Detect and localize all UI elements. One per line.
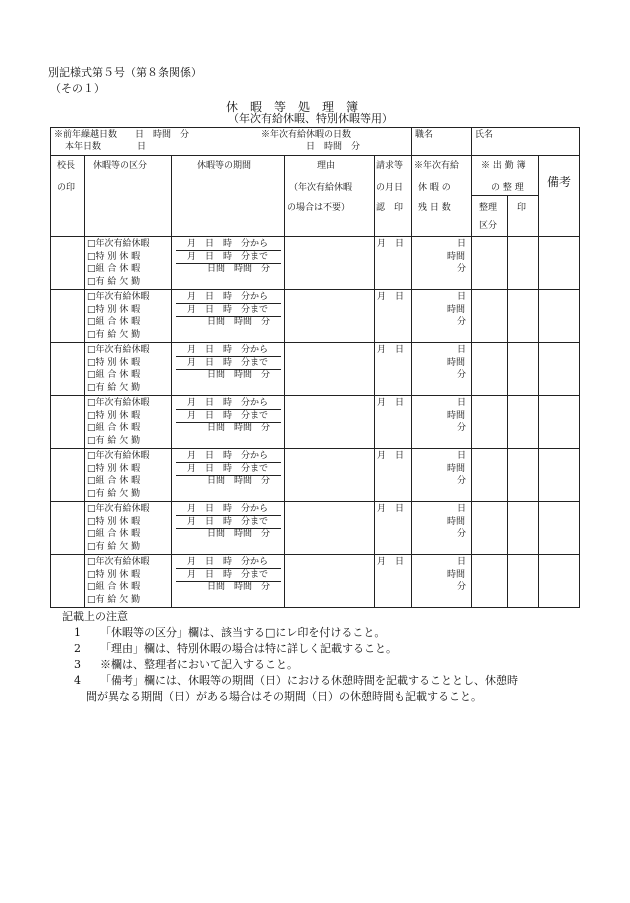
attendance-header-1: ※ 出 勤 簿 bbox=[481, 161, 526, 171]
request-date: 月 日 bbox=[377, 398, 405, 408]
attendance-header-2: の 整 理 bbox=[491, 183, 524, 193]
remaining-hour: 時間 bbox=[447, 304, 466, 315]
remaining-hour: 時間 bbox=[447, 410, 466, 421]
page-title: 休 暇 等 処 理 簿 bbox=[226, 100, 359, 114]
remaining-hour: 時間 bbox=[447, 357, 466, 368]
note-3-number: 3 bbox=[74, 658, 81, 671]
remaining-day: 日 bbox=[457, 451, 467, 461]
remaining-day: 日 bbox=[457, 398, 467, 408]
position-label: 職名 bbox=[415, 130, 434, 140]
leave-type-checkbox[interactable]: □年次有給休暇 bbox=[87, 557, 150, 567]
leave-type-checkbox[interactable]: □有 給 欠 勤 bbox=[87, 488, 141, 499]
period-total: 日間 時間 分 bbox=[207, 317, 271, 327]
period-from: 月 日 時 分から bbox=[187, 504, 269, 514]
seal-header: 印 bbox=[517, 203, 527, 213]
request-date: 月 日 bbox=[377, 239, 405, 249]
period-to: 月 日 時 分まで bbox=[187, 251, 269, 262]
remaining-header-2: 休 暇 の bbox=[418, 183, 451, 193]
period-to: 月 日 時 分まで bbox=[187, 357, 269, 368]
leave-type-checkbox[interactable]: □年次有給休暇 bbox=[87, 398, 150, 408]
leave-type-checkbox[interactable]: □年次有給休暇 bbox=[87, 239, 150, 249]
period-to: 月 日 時 分まで bbox=[187, 410, 269, 421]
leave-type-checkbox[interactable]: □年次有給休暇 bbox=[87, 504, 150, 514]
reason-header-1: 理由 bbox=[317, 161, 336, 171]
leave-type-checkbox[interactable]: □組 合 休 暇 bbox=[87, 476, 141, 486]
request-date: 月 日 bbox=[377, 345, 405, 355]
period-from: 月 日 時 分から bbox=[187, 451, 269, 461]
leave-type-checkbox[interactable]: □有 給 欠 勤 bbox=[87, 382, 141, 393]
leave-type-checkbox[interactable]: □年次有給休暇 bbox=[87, 345, 150, 355]
note-1-text: 「休暇等の区分」欄は、該当する□にレ印を付けること。 bbox=[100, 626, 386, 639]
period-from: 月 日 時 分から bbox=[187, 557, 269, 567]
period-from: 月 日 時 分から bbox=[187, 239, 269, 249]
request-header-3: 認 印 bbox=[376, 203, 404, 213]
period-total: 日間 時間 分 bbox=[207, 370, 271, 380]
remaining-minute: 分 bbox=[457, 476, 467, 486]
remaining-header-3: 残 日 数 bbox=[418, 203, 451, 213]
table-row bbox=[50, 502, 580, 555]
remaining-hour: 時間 bbox=[447, 516, 466, 527]
leave-type-checkbox[interactable]: □年次有給休暇 bbox=[87, 292, 150, 302]
page-subtitle: （年次有給休暇、特別休暇等用） bbox=[228, 112, 393, 125]
column-header bbox=[50, 155, 580, 237]
request-header-1: 請求等 bbox=[376, 161, 404, 171]
remaining-minute: 分 bbox=[457, 317, 467, 327]
period-to: 月 日 時 分まで bbox=[187, 304, 269, 315]
remarks-header: 備考 bbox=[547, 175, 572, 189]
note-3-text: ※欄は、整理者において記入すること。 bbox=[100, 658, 298, 671]
leave-record-table bbox=[50, 127, 580, 608]
table-row bbox=[50, 290, 580, 343]
request-header-2: の月日 bbox=[376, 183, 404, 193]
remaining-day: 日 bbox=[457, 239, 467, 249]
request-date: 月 日 bbox=[377, 292, 405, 302]
summary-row bbox=[50, 127, 580, 155]
request-date: 月 日 bbox=[377, 504, 405, 514]
leave-type-checkbox[interactable]: □特 別 休 暇 bbox=[87, 516, 141, 527]
period-header: 休暇等の期間 bbox=[197, 161, 252, 171]
remaining-minute: 分 bbox=[457, 370, 467, 380]
request-date: 月 日 bbox=[377, 451, 405, 461]
remaining-minute: 分 bbox=[457, 529, 467, 539]
leave-type-checkbox[interactable]: □年次有給休暇 bbox=[87, 451, 150, 461]
leave-type-checkbox[interactable]: □組 合 休 暇 bbox=[87, 317, 141, 327]
remaining-hour: 時間 bbox=[447, 569, 466, 580]
leave-type-checkbox[interactable]: □有 給 欠 勤 bbox=[87, 329, 141, 340]
principal-seal-header-1: 校長 bbox=[57, 161, 76, 171]
remaining-minute: 分 bbox=[457, 264, 467, 274]
remaining-day: 日 bbox=[457, 557, 467, 567]
name-label: 氏名 bbox=[475, 130, 494, 140]
leave-type-checkbox[interactable]: □特 別 休 暇 bbox=[87, 304, 141, 315]
annual-days-units: 日 時間 分 bbox=[306, 142, 361, 152]
leave-type-checkbox[interactable]: □組 合 休 暇 bbox=[87, 370, 141, 380]
table-row bbox=[50, 449, 580, 502]
period-total: 日間 時間 分 bbox=[207, 264, 271, 274]
reason-header-3: の場合は不要） bbox=[287, 203, 351, 213]
note-2-text: 「理由」欄は、特別休暇の場合は特に詳しく記載すること。 bbox=[100, 642, 397, 655]
leave-type-checkbox[interactable]: □組 合 休 暇 bbox=[87, 423, 141, 433]
period-to: 月 日 時 分まで bbox=[187, 569, 269, 580]
note-4-continuation: 間が異なる期間（日）がある場合はその期間（日）の休憩時間も記載すること。 bbox=[86, 690, 482, 703]
sort-class-header-1: 整理 bbox=[479, 203, 498, 213]
table-row bbox=[50, 237, 580, 290]
leave-type-checkbox[interactable]: □有 給 欠 勤 bbox=[87, 276, 141, 287]
remaining-hour: 時間 bbox=[447, 463, 466, 474]
table-row bbox=[50, 343, 580, 396]
leave-type-checkbox[interactable]: □組 合 休 暇 bbox=[87, 264, 141, 274]
period-total: 日間 時間 分 bbox=[207, 582, 271, 592]
carryover-label: ※前年繰越日数 日 時間 分 bbox=[54, 130, 190, 140]
leave-type-checkbox[interactable]: □有 給 欠 勤 bbox=[87, 541, 141, 552]
period-total: 日間 時間 分 bbox=[207, 529, 271, 539]
period-from: 月 日 時 分から bbox=[187, 398, 269, 408]
table-row bbox=[50, 396, 580, 449]
form-number: 別記様式第５号（第８条関係） bbox=[48, 66, 202, 79]
this-year-label: 本年日数 日 bbox=[65, 142, 147, 152]
leave-type-checkbox[interactable]: □組 合 休 暇 bbox=[87, 582, 141, 592]
notes-heading: 記載上の注意 bbox=[62, 610, 128, 623]
leave-type-checkbox[interactable]: □特 別 休 暇 bbox=[87, 251, 141, 262]
remaining-hour: 時間 bbox=[447, 251, 466, 262]
period-total: 日間 時間 分 bbox=[207, 476, 271, 486]
remaining-day: 日 bbox=[457, 504, 467, 514]
leave-type-checkbox[interactable]: □特 別 休 暇 bbox=[87, 569, 141, 580]
remaining-minute: 分 bbox=[457, 582, 467, 592]
remaining-day: 日 bbox=[457, 345, 467, 355]
form-part: （その１） bbox=[50, 82, 105, 95]
principal-seal-header-2: の印 bbox=[57, 183, 76, 193]
period-to: 月 日 時 分まで bbox=[187, 463, 269, 474]
remaining-minute: 分 bbox=[457, 423, 467, 433]
leave-type-checkbox[interactable]: □特 別 休 暇 bbox=[87, 463, 141, 474]
remaining-header-1: ※年次有給 bbox=[414, 161, 460, 171]
reason-header-2: （年次有給休暇 bbox=[289, 183, 353, 193]
sort-class-header-2: 区分 bbox=[479, 221, 498, 231]
remaining-day: 日 bbox=[457, 292, 467, 302]
period-from: 月 日 時 分から bbox=[187, 345, 269, 355]
leave-type-header: 休暇等の区分 bbox=[93, 161, 148, 171]
note-4-text: 「備考」欄には、休暇等の期間（日）における休憩時間を記載することとし、休憩時 bbox=[100, 674, 518, 687]
leave-type-checkbox[interactable]: □組 合 休 暇 bbox=[87, 529, 141, 539]
table-row bbox=[50, 555, 580, 608]
leave-type-checkbox[interactable]: □特 別 休 暇 bbox=[87, 357, 141, 368]
period-to: 月 日 時 分まで bbox=[187, 516, 269, 527]
request-date: 月 日 bbox=[377, 557, 405, 567]
note-4-number: 4 bbox=[74, 674, 81, 687]
period-total: 日間 時間 分 bbox=[207, 423, 271, 433]
leave-type-checkbox[interactable]: □有 給 欠 勤 bbox=[87, 594, 141, 605]
period-from: 月 日 時 分から bbox=[187, 292, 269, 302]
note-1-number: 1 bbox=[74, 626, 81, 639]
note-2-number: 2 bbox=[74, 642, 81, 655]
annual-days-label: ※年次有給休暇の日数 bbox=[261, 130, 352, 140]
leave-type-checkbox[interactable]: □有 給 欠 勤 bbox=[87, 435, 141, 446]
leave-type-checkbox[interactable]: □特 別 休 暇 bbox=[87, 410, 141, 421]
